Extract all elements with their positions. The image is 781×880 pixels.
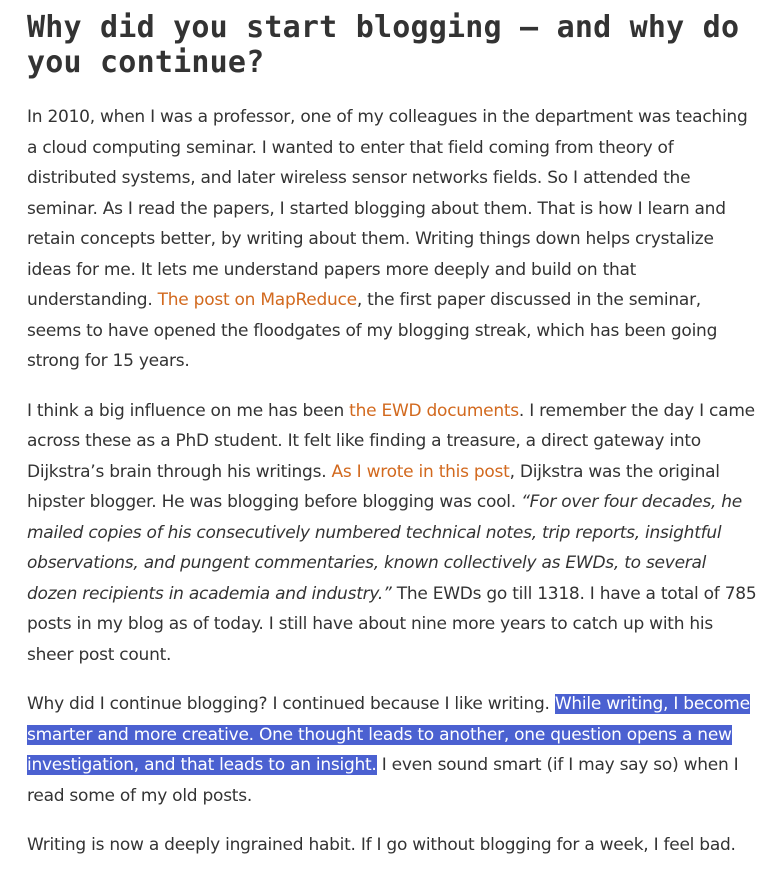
paragraph-1 [27, 102, 757, 377]
p2-text-3: , Dijkstra was the original hipster blogger. He was blogging before blogging was cool. [27, 461, 720, 512]
p2-text-2: . I remember the day I came across these as a PhD student. It felt like finding a treasure, a direct gateway into Dijkstra’s brain through his writings. [27, 400, 755, 482]
p3-text-before: Why did I continue blogging? I continued because I like writing. [27, 694, 555, 714]
ewd-quote: “For over four decades, he mailed copies of his consecutively numbered technical notes, trip reports, insightful observations, and pungent commentaries, known collectively as EWDs, to several dozen recipients in academia and industry.” [27, 492, 743, 604]
mapreduce-post-link[interactable]: The post on MapReduce [157, 290, 357, 310]
p3-text-after: I even sound smart (if I may say so) when I read some of my old posts. [27, 755, 739, 806]
article-heading: Why did you start blogging — and why do you continue? [27, 10, 740, 80]
paragraph-2 [27, 396, 757, 671]
p1-text-after: , the first paper discussed in the seminar, seems to have opened the floodgates of my blogging streak, which has been going strong for 15 years. [27, 290, 718, 371]
article-body [27, 10, 757, 880]
p1-text-before: In 2010, when I was a professor, one of my colleagues in the department was teaching a cloud computing seminar. I wanted to enter that field coming from theory of distributed systems, and later wireless sensor networks fields. So I attended the seminar. As I read the papers, I started blogging about them. That is how I learn and retain concepts better, by writing about them. Writing things down helps crystalize ideas for me. It lets me understand papers more deeply and build on that understanding. [27, 107, 748, 310]
selected-text[interactable]: While writing, I become smarter and more creative. One thought leads to another, one question opens a new investigation, and that leads to an insight. [27, 694, 750, 775]
ewd-documents-link[interactable]: the EWD documents [349, 400, 519, 421]
p2-text-4: The EWDs go till 1318. I have a total of 785 posts in my blog as of today. I still have about nine more years to catch up with his sheer post count. [27, 583, 757, 665]
dijkstra-post-link[interactable]: As I wrote in this post [331, 461, 510, 482]
paragraph-4: Writing is now a deeply ingrained habit. If I go without blogging for a week, I feel bad. [27, 835, 736, 855]
paragraph-3 [27, 689, 757, 811]
p2-text-1: I think a big influence on me has been [27, 400, 350, 421]
